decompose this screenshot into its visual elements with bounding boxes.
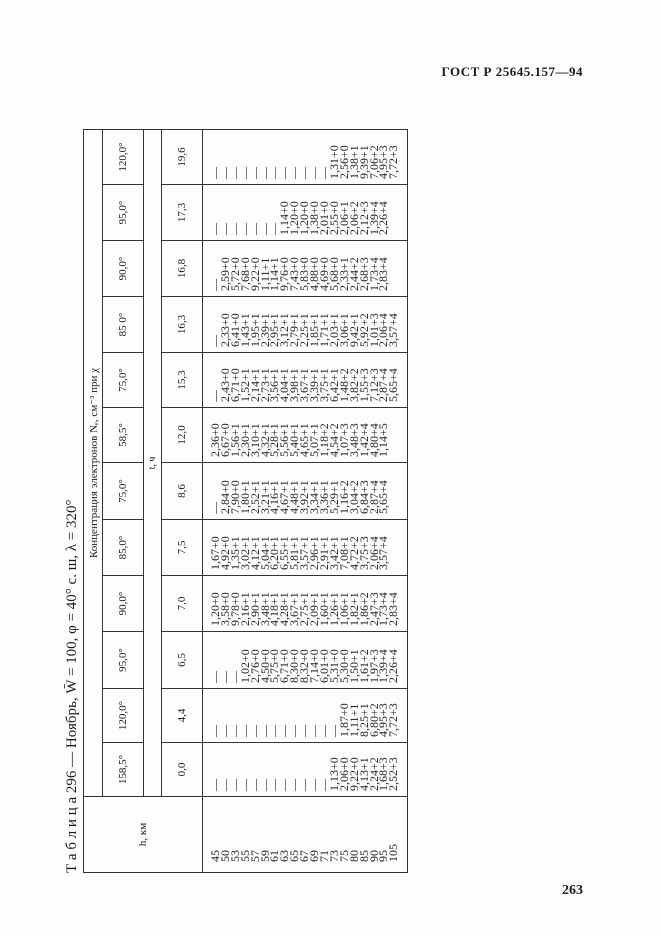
time-header: 15,3 xyxy=(162,353,203,408)
data-column: — — — — — — — 1,14+0 1,20+0 1,20+0 1,38+0 2,01+0 2,55+0 2,06+1 2,06+2 2,12+3 1,39+4 2,26+4 xyxy=(203,185,408,241)
time-header: 16,3 xyxy=(162,297,203,353)
data-column: — — — 1,02+0 2,76+0 4,50+0 5,75+0 6,71+0 8,30+0 8,32+0 7,14+0 6,01+0 5,31+0 5,30+0 1,50+1 1,61+2 1,97+3 1,39+4 2,26+4 xyxy=(203,632,408,689)
chi-header: 90,0° xyxy=(103,241,144,297)
chi-header: 90,0° xyxy=(103,576,144,632)
time-header: 7,0 xyxy=(162,576,203,632)
time-header: 12,0 xyxy=(162,408,203,463)
data-column: — — — — — — — — — — — — — 1,87+0 1,11+1 8,25+1 6,80+2 4,95+3 7,72+3 xyxy=(203,689,408,743)
data-column: — — — — — — — — — — — — 1,31+0 2,56+0 1,38+1 9,39+1 7,06+2 4,95+3 7,72+3 xyxy=(203,130,408,185)
chi-header: 58,5° xyxy=(103,408,144,463)
chi-header: 120,0° xyxy=(103,689,144,743)
gost-number: ГОСТ Р 25645.157—94 xyxy=(441,64,583,79)
time-header: 17,3 xyxy=(162,185,203,241)
height-values-column: 45 50 53 55 57 59 61 63 65 67 69 71 73 75 80 85 90 95 105 xyxy=(203,797,408,873)
table-caption: Т а б л и ц а 296 — Ноябрь, W̄ = 100, φ = 40° с. ш, λ = 320° xyxy=(64,499,80,873)
concentration-group-header: Концентрация электронов Nₑ, см⁻³ при χ xyxy=(84,130,103,797)
h-column-header: h, км xyxy=(84,797,203,873)
time-header: 4,4 xyxy=(162,689,203,743)
chi-header: 85 0° xyxy=(103,297,144,353)
chi-header: 120,0° xyxy=(103,130,144,185)
chi-header: 75,0° xyxy=(103,353,144,408)
time-header: 16,8 xyxy=(162,241,203,297)
time-header: 7,5 xyxy=(162,520,203,576)
chi-header: 158,5° xyxy=(103,743,144,797)
rotated-table-block xyxy=(61,98,491,873)
electron-concentration-table xyxy=(83,129,408,873)
chi-header: 95,0° xyxy=(103,632,144,689)
data-column: 2,36+0 6,67+0 1,56+1 2,30+1 3,10+1 4,32+1 5,28+1 5,56+1 5,40+1 4,65+1 5,07+1 1,18+2 4,54+2 1,07+3 3,48+3 1,42+4 4,80+4 1,14+5 xyxy=(203,408,408,463)
data-column: — — — — — — — — — — — — 1,13+0 2,06+0 9,22+0 4,13+1 2,24+2 1,68+3 2,52+3 xyxy=(203,743,408,797)
chi-header: 85,0° xyxy=(103,520,144,576)
chi-header: 95,0° xyxy=(103,185,144,241)
page-number: 263 xyxy=(562,883,583,898)
time-header: 0,0 xyxy=(162,743,203,797)
time-header: 19,6 xyxy=(162,130,203,185)
time-group-header: t, ч xyxy=(144,130,162,797)
data-column: — 2,33+0 6,41+0 1,43+1 1,95+1 2,39+1 2,95+1 3,12+1 2,79+1 2,25+1 1,85+1 1,71+1 2,03+1 3,06+1 9,42+1 5,92+2 1,01+3 2,06+4 3,57+4 xyxy=(203,297,408,353)
data-column: — 2,59+0 5,72+0 7,68+0 9,22+0 1,11+1 1,14+1 9,76+0 7,43+0 5,83+0 4,88+0 4,69+0 5,68+0 2,33+1 2,44+2 2,68+3 1,73+4 2,83+4 xyxy=(203,241,408,297)
chi-header: 75,0° xyxy=(103,463,144,520)
data-column: — 2,84+0 7,90+0 1,80+1 2,52+1 3,21+1 4,16+1 4,67+1 4,48+1 3,92+1 3,34+1 3,36+1 5,29+1 1,16+2 3,04+2 6,84+3 2,87+4 5,65+4 xyxy=(203,463,408,520)
time-header: 6,5 xyxy=(162,632,203,689)
data-column: — 2,43+0 6,71+0 1,52+1 2,14+1 2,73+1 3,56+1 4,04+1 3,98+1 3,67+1 3,39+1 3,75+1 6,42+1 1,48+2 3,82+2 1,55+3 7,12+3 2,87+4 5,65+4 xyxy=(203,353,408,408)
data-column: 1,67+0 4,92+0 1,35+1 3,02+1 4,12+1 5,04+1 6,20+1 6,55+1 5,81+1 3,57+1 2,96+1 2,91+1 3,42+1 7,08+1 4,72+2 3,75+3 2,06+4 3,57+4 xyxy=(203,520,408,576)
data-column: 1,20+0 3,58+0 9,78+0 2,16+1 2,90+1 3,48+1 4,18+1 4,28+1 3,67+1 2,75+1 2,09+1 1,60+1 1,26+1 1,06+1 1,82+1 1,86+2 2,47+3 1,73+4 2,83+4 xyxy=(203,576,408,632)
time-header: 8,6 xyxy=(162,463,203,520)
